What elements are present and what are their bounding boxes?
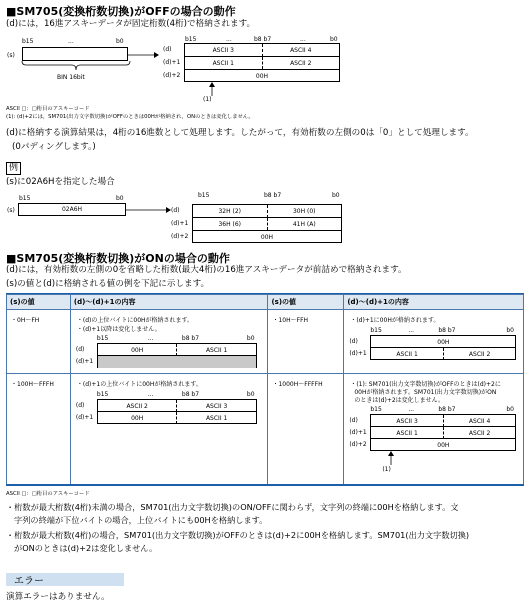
s-range: ・10H～FFH bbox=[272, 317, 309, 324]
ascii-cell: ASCII 2 bbox=[443, 427, 516, 439]
error-text: 演算エラーはありません。 bbox=[6, 592, 110, 602]
register-label: (d) bbox=[75, 402, 85, 409]
bin-caption: BIN 16bit bbox=[57, 74, 85, 81]
conversion-arrow bbox=[128, 50, 160, 60]
register-label: (d)+1 bbox=[75, 358, 94, 365]
null-cell: 00H bbox=[131, 346, 144, 354]
table-header: (s)の値 bbox=[268, 295, 344, 310]
on-heading: ■SM705(変換桁数切換)がONの場合の動作 bbox=[6, 252, 230, 265]
bit-label: b8 b7 bbox=[181, 335, 200, 342]
cell-note: のときは(d)+2は変化しません。 bbox=[354, 397, 445, 404]
register-label: (d) bbox=[349, 417, 358, 424]
register-label: (d)+1 bbox=[75, 414, 94, 421]
table-cell bbox=[344, 374, 524, 486]
register-label: (d)+1 bbox=[349, 350, 367, 357]
cell-note: ・(d)の上位バイトに00Hが格納されます。 bbox=[76, 317, 194, 324]
table-cell bbox=[70, 374, 268, 486]
bit-label: b15 bbox=[185, 36, 197, 43]
dest-register-block bbox=[97, 343, 257, 368]
value-cell: 30H (0) bbox=[267, 205, 342, 218]
bit-label: ... bbox=[408, 406, 415, 413]
dest-register-block bbox=[370, 335, 516, 360]
ascii-cell: ASCII 2 bbox=[262, 57, 340, 69]
table-cell bbox=[7, 374, 71, 486]
up-arrow bbox=[386, 451, 396, 465]
table-row bbox=[7, 310, 524, 374]
on-note-ascii: ASCII □：□桁目のアスキーコード bbox=[6, 491, 90, 497]
callout-mark: (1) bbox=[203, 96, 212, 103]
dest-register-block bbox=[97, 399, 257, 424]
value-cell: 36H (6) bbox=[218, 220, 242, 228]
on-bullet-1-cont: 字列の終端が下位バイトの場合，上位バイトにも00Hを格納します。 bbox=[14, 515, 268, 525]
register-label: (d)+2 bbox=[349, 441, 367, 448]
register-label: (d)+2 bbox=[171, 233, 189, 240]
bit-label: b15 bbox=[370, 327, 382, 334]
table-bottom-rule bbox=[6, 484, 524, 486]
cell-note: ・(d)+1の上位バイトに00Hが格納されます。 bbox=[76, 381, 202, 388]
bit-label: b8 b7 bbox=[438, 406, 456, 413]
s-range: ・1000H～FFFFH bbox=[272, 381, 323, 388]
dest-register-block bbox=[192, 204, 342, 243]
bin-brace bbox=[20, 60, 132, 72]
on-description-2: (s)の値と(d)に格納される値の例を下記に示します。 bbox=[6, 279, 210, 289]
cell-note: ・(1): SM701(出力文字数切換)がOFFのときは(d)+2に bbox=[350, 381, 501, 388]
ascii-cell: ASCII 3 bbox=[396, 417, 418, 425]
bit-label: b0 bbox=[246, 335, 255, 342]
bit-label: b0 bbox=[330, 36, 338, 43]
register-label: (d)+1 bbox=[349, 429, 367, 436]
off-description: (d)には，16進アスキーデータが固定桁数(4桁)で格納されます。 bbox=[6, 19, 256, 29]
ascii-cell: ASCII 1 bbox=[212, 59, 234, 67]
register-label: (d) bbox=[163, 46, 172, 53]
bit-label: ... bbox=[226, 36, 232, 43]
ascii-cell: ASCII 3 bbox=[212, 47, 234, 54]
error-heading: エラー bbox=[14, 576, 44, 587]
register-label: (d) bbox=[75, 346, 85, 353]
null-cell: 00H bbox=[437, 441, 450, 449]
up-arrow bbox=[207, 82, 217, 96]
on-value-table bbox=[6, 294, 524, 486]
bit-label: ... bbox=[147, 391, 154, 398]
cell-note: ・(d)+1に00Hが格納されます。 bbox=[350, 317, 440, 324]
table-header: (s)の値 bbox=[7, 295, 71, 310]
register-label: (d)+1 bbox=[163, 59, 181, 66]
ascii-cell: ASCII 1 bbox=[176, 344, 256, 356]
null-cell: 00H bbox=[131, 414, 144, 422]
ascii-cell: ASCII 1 bbox=[396, 429, 418, 437]
callout-mark: (1) bbox=[382, 466, 391, 473]
example-text: (s)に02A6Hを指定した場合 bbox=[6, 177, 115, 187]
bit-label: b8 b7 bbox=[264, 192, 282, 199]
table-cell bbox=[7, 310, 71, 374]
table-cell bbox=[268, 374, 344, 486]
dest-register-block bbox=[370, 414, 516, 451]
bit-label: b15 bbox=[198, 192, 210, 199]
ascii-cell: ASCII 2 bbox=[443, 348, 516, 360]
off-bullet-cont: (0パディングします。) bbox=[12, 142, 96, 152]
register-label: (s) bbox=[7, 207, 15, 214]
s-range: ・0H～FH bbox=[11, 317, 40, 324]
bit-label: b8 b7 bbox=[438, 327, 456, 334]
register-label: (d)+1 bbox=[171, 220, 189, 227]
on-description-1: (d)には，有効桁数の左側の0を省略した桁数(最大4桁)の16進アスキーデータが前詰めで格納されます。 bbox=[6, 265, 407, 275]
bit-label: ... bbox=[408, 327, 415, 334]
dest-register-block bbox=[184, 43, 340, 82]
bit-label: b15 bbox=[96, 335, 109, 342]
unchanged-cell bbox=[98, 356, 256, 368]
bit-label: b0 bbox=[506, 327, 514, 334]
off-heading: ■SM705(変換桁数切換)がOFFの場合の動作 bbox=[6, 5, 236, 18]
null-cell: 00H bbox=[260, 233, 274, 241]
source-register bbox=[18, 203, 126, 216]
cell-note: ・(d)+1以降は変化しません。 bbox=[76, 326, 161, 333]
value-cell: 41H (A) bbox=[267, 218, 342, 230]
on-bullet-2-cont: がONのときは(d)+2は変化しません。 bbox=[14, 543, 158, 553]
bit-label: ... bbox=[300, 36, 306, 43]
register-label: (d) bbox=[349, 338, 358, 345]
conversion-arrow bbox=[126, 205, 172, 215]
example-label: 例 bbox=[6, 162, 21, 175]
ascii-cell: ASCII 4 bbox=[262, 44, 340, 57]
bit-label: ... bbox=[147, 335, 154, 342]
table-header: (d)～(d)+1の内容 bbox=[70, 295, 268, 310]
ascii-cell: ASCII 4 bbox=[443, 415, 516, 427]
register-label: (d) bbox=[171, 207, 180, 214]
bit-label: b0 bbox=[116, 38, 124, 45]
source-value: 02A6H bbox=[61, 206, 83, 213]
on-bullet-1: ・桁数が最大桁数(4桁)未満の場合，SM701(出力文字数切換)のON/OFFに関わらず，文字列の終端に00Hを格納します。文 bbox=[6, 502, 459, 512]
s-range: ・100H～FFFH bbox=[11, 381, 54, 388]
bit-label: b0 bbox=[506, 406, 514, 413]
table-header: (d)～(d)+1の内容 bbox=[344, 295, 524, 310]
ascii-cell: ASCII 1 bbox=[396, 350, 418, 358]
bit-label: b0 bbox=[246, 391, 255, 398]
off-bullet: (d)に格納する演算結果は，4桁の16進数として処理します。したがって，有効桁数の左側の0は「0」として処理します。 bbox=[6, 128, 474, 138]
ascii-cell: ASCII 1 bbox=[176, 412, 256, 424]
off-note-ascii: ASCII □：□桁目のアスキーコード bbox=[6, 106, 90, 112]
bit-label: b15 bbox=[96, 391, 109, 398]
on-bullet-2: ・桁数が最大桁数(4桁)の場合，SM701(出力文字数切換)がOFFのときは(d)+2に00Hを格納します。SM701(出力文字数切換) bbox=[6, 530, 470, 540]
table-cell bbox=[70, 310, 268, 374]
ascii-cell: ASCII 3 bbox=[176, 400, 256, 412]
cell-note: 00Hが格納されます。SM701(出力文字数切換)がON bbox=[354, 389, 497, 396]
bit-label: b15 bbox=[370, 406, 382, 413]
register-label: (d)+2 bbox=[163, 72, 181, 79]
source-register bbox=[22, 47, 128, 61]
bit-label: b0 bbox=[332, 192, 340, 199]
register-label: (s) bbox=[7, 52, 15, 59]
bit-label: b15 bbox=[22, 38, 34, 45]
bit-label: b0 bbox=[116, 195, 124, 202]
value-cell: 32H (2) bbox=[218, 208, 242, 215]
null-cell: 00H bbox=[437, 338, 450, 346]
bit-label: b15 bbox=[19, 195, 31, 202]
table-cell bbox=[344, 310, 524, 374]
null-cell: 00H bbox=[255, 72, 269, 80]
ascii-cell: ASCII 2 bbox=[126, 402, 148, 410]
bit-label: ... bbox=[68, 38, 74, 45]
bit-label: b8 b7 bbox=[181, 391, 200, 398]
table-cell bbox=[268, 310, 344, 374]
off-note-1: (1): (d)+2には，SM701(出力文字数切換)がOFFのときは00Hが格納され，ONのときは変化しません。 bbox=[6, 114, 254, 120]
table-row bbox=[7, 374, 524, 486]
bit-label: b8 b7 bbox=[254, 36, 272, 43]
